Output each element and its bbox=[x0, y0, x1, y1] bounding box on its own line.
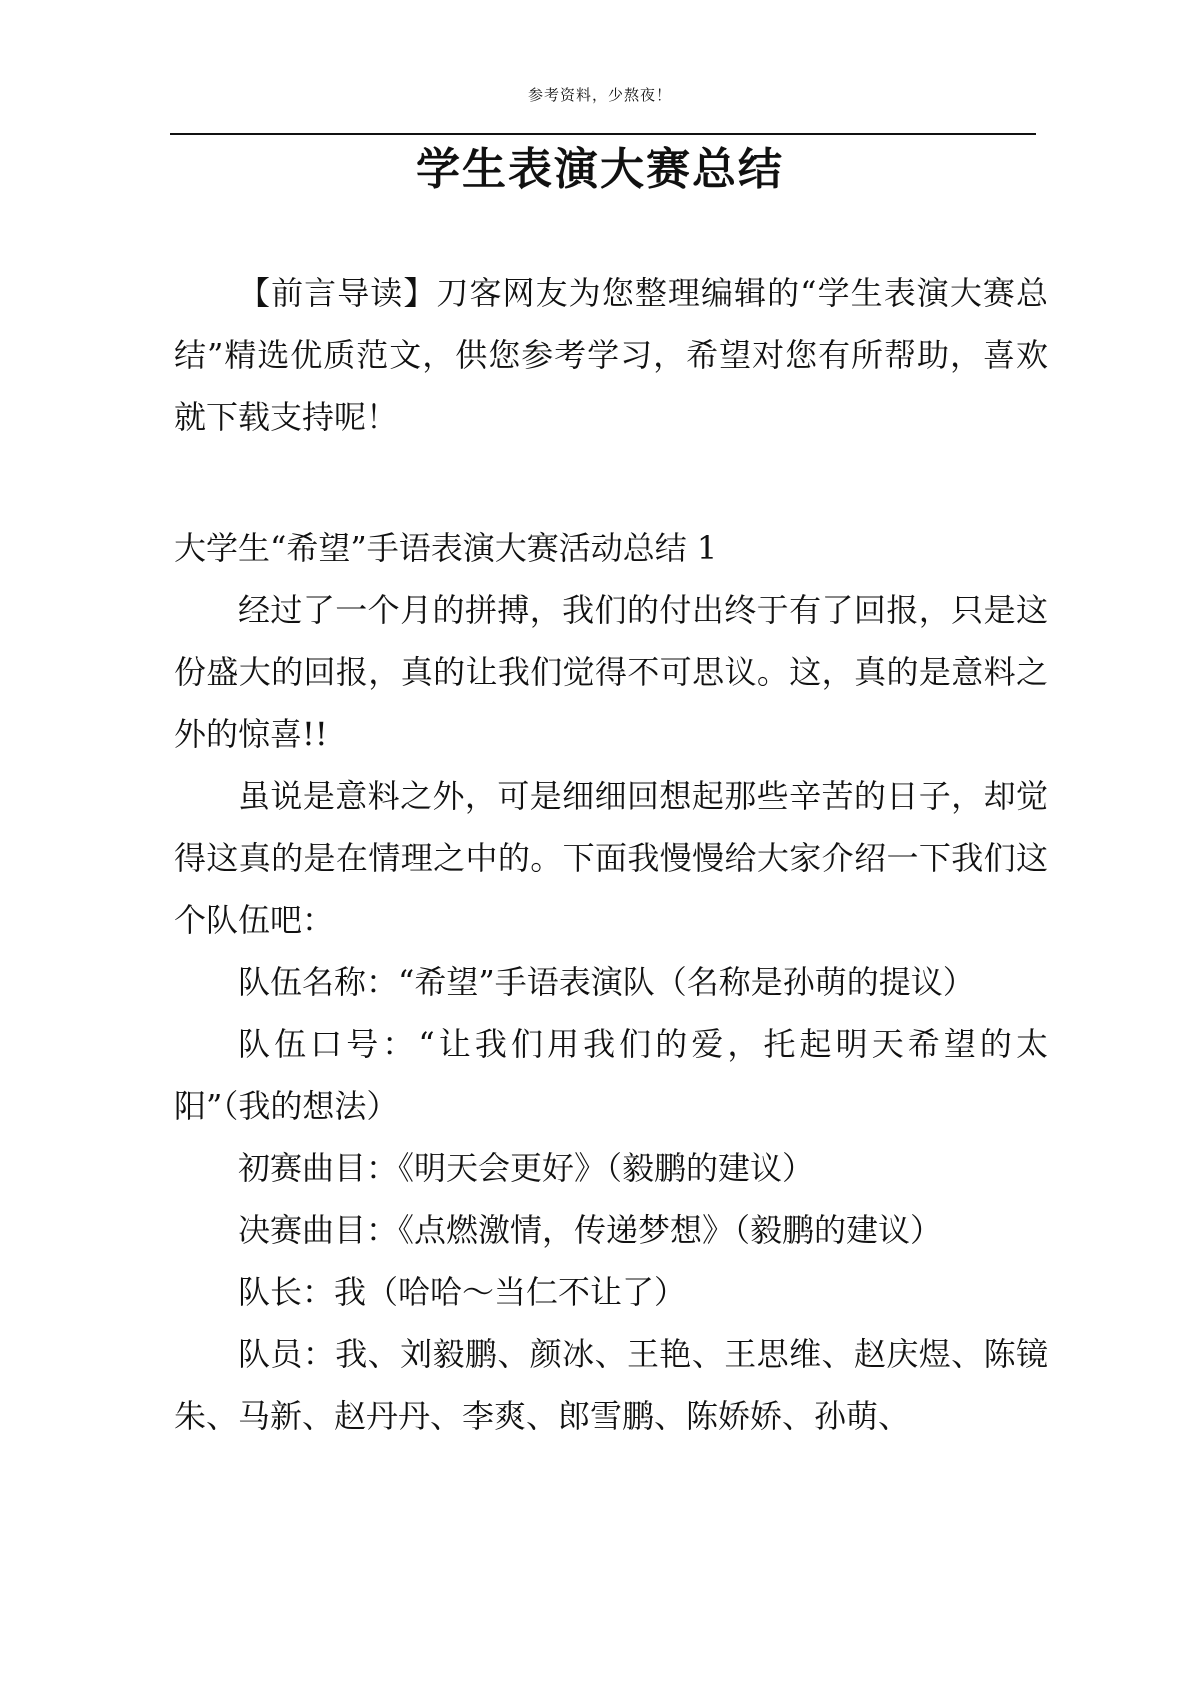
members-line: 队员：我、刘毅鹏、颜冰、王艳、王思维、赵庆煜、陈镜朱、马新、赵丹丹、李爽、郎雪鹏、陈娇娇、孙萌、 bbox=[174, 1335, 1048, 1435]
paragraph: 经过了一个月的拼搏，我们的付出终于有了回报，只是这份盛大的回报，真的让我们觉得不可思议。这，真的是意料之外的惊喜!! bbox=[174, 591, 1048, 753]
team-slogan-line: 队伍口号：“让我们用我们的爱，托起明天希望的太阳”（我的想法） bbox=[174, 1025, 1048, 1125]
document-title: 学生表演大赛总结 bbox=[416, 144, 784, 195]
preface-block bbox=[174, 262, 1048, 448]
preliminary-song-line: 初赛曲目：《明天会更好》（毅鹏的建议） bbox=[238, 1149, 815, 1187]
final-song-line: 决赛曲目：《点燃激情，传递梦想》（毅鹏的建议） bbox=[238, 1211, 943, 1249]
preface-paragraph: 【前言导读】刀客网友为您整理编辑的“学生表演大赛总结”精选优质范文，供您参考学习，希望对您有所帮助，喜欢就下载支持呢！ bbox=[174, 274, 1048, 436]
article-body bbox=[174, 517, 1048, 1447]
header-divider bbox=[170, 133, 1036, 135]
header-note: 参考资料，少熬夜！ bbox=[527, 86, 672, 104]
captain-line: 队长：我（哈哈～当仁不让了） bbox=[238, 1273, 687, 1311]
team-name-line: 队伍名称：“希望”手语表演队（名称是孙萌的提议） bbox=[238, 963, 975, 1001]
paragraph: 虽说是意料之外，可是细细回想起那些辛苦的日子，却觉得这真的是在情理之中的。下面我慢慢给大家介绍一下我们这个队伍吧： bbox=[174, 777, 1048, 939]
article-title: 大学生“希望”手语表演大赛活动总结 1 bbox=[174, 529, 718, 567]
